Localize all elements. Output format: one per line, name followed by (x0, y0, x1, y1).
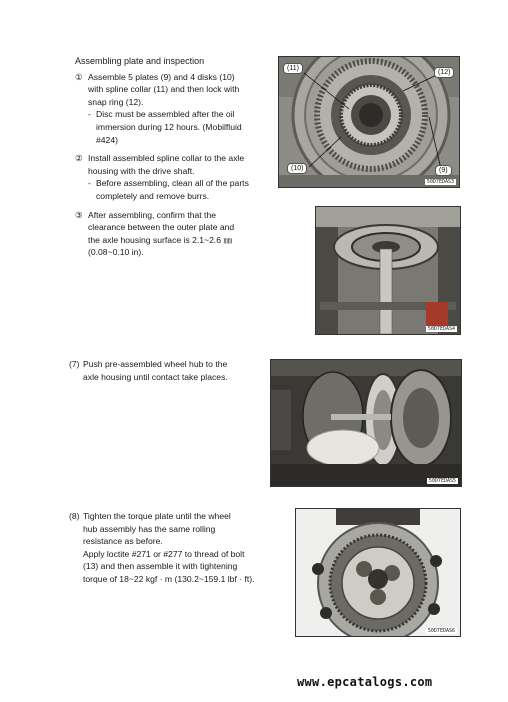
callout-11: (11) (283, 63, 303, 74)
section-assembling-plate (75, 55, 270, 259)
step-2-marker: ② (75, 153, 83, 164)
text-line: hub assembly has the same rolling (83, 523, 216, 534)
step-1 (75, 71, 270, 147)
step-2 (75, 152, 270, 202)
text-line: clearance between the outer plate and (88, 222, 235, 233)
text-line: the axle housing surface is 2.1~2.6 ㎜ (88, 234, 233, 245)
figure-plate-disk-assembly (278, 56, 460, 188)
note-line: immersion during 12 hours. (Mobilfluid (96, 121, 242, 132)
text-line: Push pre-assembled wheel hub to the (83, 359, 228, 369)
step-1-note: - Disc must be assembled after the oil immersion during 12 hours. (Mobilfluid #424) (88, 109, 242, 145)
note-line: Disc must be assembled after the oil (96, 109, 235, 120)
figure-code: 50D7EDAS4 (427, 326, 455, 332)
text-line: Tighten the torque plate until the wheel (83, 511, 231, 521)
callout-9: (9) (435, 165, 452, 176)
text-line: snap ring (12). (88, 96, 144, 107)
figure-code: 50D7EDAS6 (427, 628, 455, 634)
torque-plate-illustration (296, 509, 460, 636)
text-line: with spline collar (11) and then lock with (88, 84, 240, 95)
step-3 (75, 209, 270, 259)
figure-code: 50D7EDAS3 (426, 179, 454, 185)
figure-torque-plate (295, 508, 461, 637)
text-line: (0.08~0.10 in). (88, 247, 144, 258)
step-8-marker: (8) (69, 511, 80, 521)
axle-housing-illustration (316, 207, 460, 334)
section-title: Assembling plate and inspection (75, 56, 205, 66)
text-line: Apply loctite #271 or #277 to thread of bolt (83, 548, 245, 559)
step-3-marker: ③ (75, 209, 83, 220)
figure-axle-housing-shaft (315, 206, 461, 335)
text-line: Assemble 5 plates (9) and 4 disks (10) (88, 71, 235, 82)
text-line: torque of 18~22 kgf · m (130.2~159.1 lbf · ft). (83, 573, 255, 584)
figure-wheel-hub-push (270, 359, 462, 487)
step-7 (69, 358, 269, 383)
note-line: Before assembling, clean all of the parts (96, 178, 249, 189)
figure-code: 50D7EDAS5 (428, 478, 456, 484)
step-8 (69, 510, 269, 586)
text-line: axle housing until contact take places. (83, 371, 228, 382)
note-line: completely and remove burrs. (96, 190, 210, 201)
callout-12: (12) (434, 67, 454, 78)
callout-10: (10) (287, 163, 307, 174)
step-7-marker: (7) (69, 359, 80, 369)
step-2-note: - Before assembling, clean all of the parts completely and remove burrs. (88, 178, 249, 201)
text-line: (13) and then assemble it with tightening (83, 561, 238, 572)
text-line: housing with the drive shaft. (88, 165, 195, 176)
wheel-hub-illustration (271, 360, 461, 486)
text-line: After assembling, confirm that the (88, 209, 217, 220)
step-1-marker: ① (75, 71, 83, 82)
text-line: resistance as before. (83, 536, 163, 547)
website-watermark[interactable]: www.epcatalogs.com (297, 675, 433, 689)
text-line: Install assembled spline collar to the axle (88, 153, 245, 164)
note-line: #424) (96, 134, 118, 145)
